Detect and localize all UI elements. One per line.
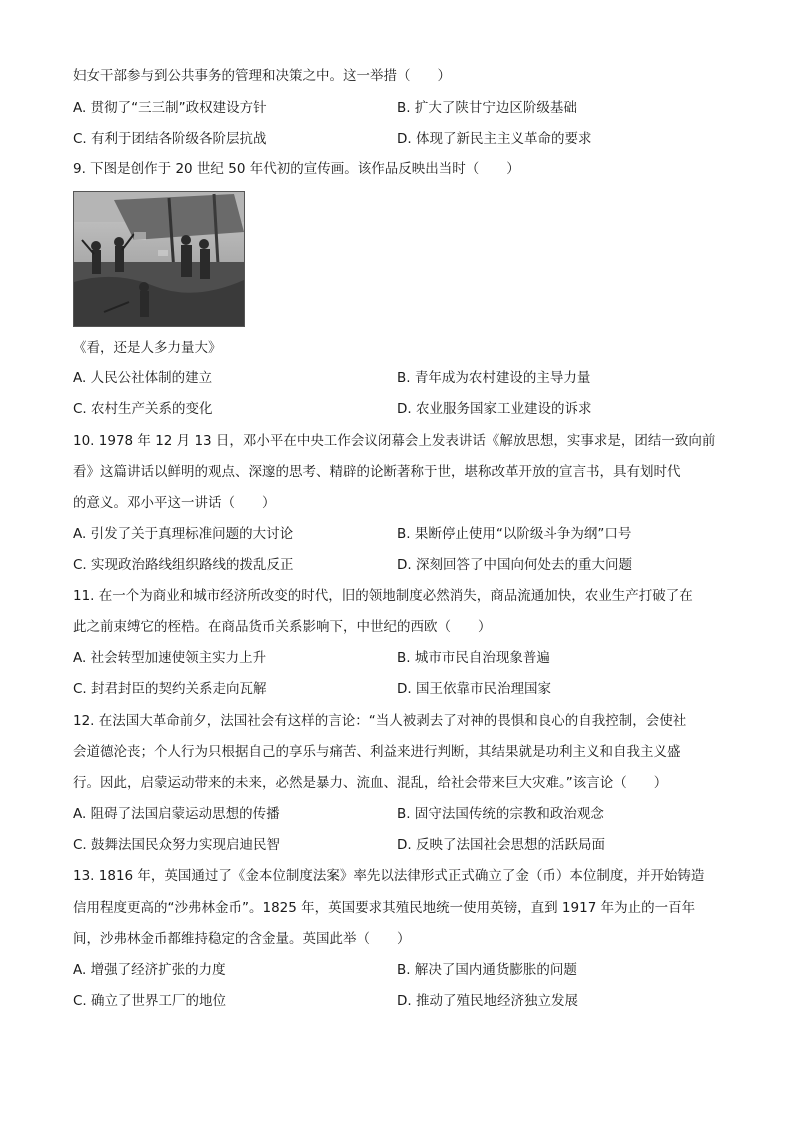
q11-stem-line-1: 11. 在一个为商业和城市经济所改变的时代，旧的领地制度必然消失，商品流通加快，农业生产打破了在 bbox=[73, 588, 693, 604]
q12-stem-line-3: 行。因此，启蒙运动带来的未来，必然是暴力、流血、混乱，给社会带来巨大灾难。”该言论（ ） bbox=[73, 775, 668, 791]
q9-caption: 《看，还是人多力量大》 bbox=[73, 340, 222, 356]
q11-option-b: B. 城市市民自治现象普遍 bbox=[397, 650, 550, 666]
q12-option-b: B. 固守法国传统的宗教和政治观念 bbox=[397, 806, 604, 822]
q9-option-c: C. 农村生产关系的变化 bbox=[73, 401, 213, 417]
q9-option-a: A. 人民公社体制的建立 bbox=[73, 370, 213, 386]
q9-option-d: D. 农业服务国家工业建设的诉求 bbox=[397, 401, 592, 417]
q9-option-b: B. 青年成为农村建设的主导力量 bbox=[397, 370, 591, 386]
q12-stem-line-1: 12. 在法国大革命前夕，法国社会有这样的言论：“当人被剥去了对神的畏惧和良心的自我控制，会使社 bbox=[73, 713, 687, 729]
propaganda-painting-image bbox=[73, 191, 245, 327]
q12-option-c: C. 鼓舞法国民众努力实现启迪民智 bbox=[73, 837, 281, 853]
q11-stem-line-2: 此之前束缚它的桎梏。在商品货币关系影响下，中世纪的西欧（ ） bbox=[73, 619, 492, 635]
q12-option-a: A. 阻碍了法国启蒙运动思想的传播 bbox=[73, 806, 280, 822]
q13-stem-line-1: 13. 1816 年，英国通过了《金本位制度法案》率先以法律形式正式确立了金（币）本位制度，并开始铸造 bbox=[73, 868, 705, 884]
q13-option-a: A. 增强了经济扩张的力度 bbox=[73, 962, 226, 978]
q8-option-a: A. 贯彻了“三三制”政权建设方针 bbox=[73, 100, 267, 116]
q13-option-c: C. 确立了世界工厂的地位 bbox=[73, 993, 227, 1009]
q8-option-c: C. 有利于团结各阶级各阶层抗战 bbox=[73, 131, 267, 147]
q13-option-d: D. 推动了殖民地经济独立发展 bbox=[397, 993, 578, 1009]
q8-option-d: D. 体现了新民主主义革命的要求 bbox=[397, 131, 592, 147]
q10-option-b: B. 果断停止使用“以阶级斗争为纲”口号 bbox=[397, 526, 632, 542]
q11-option-d: D. 国王依靠市民治理国家 bbox=[397, 681, 551, 697]
q8-stem-tail: 妇女干部参与到公共事务的管理和决策之中。这一举措（ ） bbox=[73, 68, 451, 84]
q13-stem-line-3: 间，沙弗林金币都维持稳定的含金量。英国此举（ ） bbox=[73, 931, 411, 947]
q10-option-c: C. 实现政治路线组织路线的拨乱反正 bbox=[73, 557, 294, 573]
q11-option-a: A. 社会转型加速使领主实力上升 bbox=[73, 650, 267, 666]
q12-stem-line-2: 会道德沦丧；个人行为只根据自己的享乐与痛苦、利益来进行判断，其结果就是功利主义和自我主义盛 bbox=[73, 744, 681, 760]
q8-option-b: B. 扩大了陕甘宁边区阶级基础 bbox=[397, 100, 577, 116]
q13-stem-line-2: 信用程度更高的“沙弗林金币”。1825 年，英国要求其殖民地统一使用英镑，直到 1917 年为止的一百年 bbox=[73, 900, 696, 916]
q10-option-d: D. 深刻回答了中国向何处去的重大问题 bbox=[397, 557, 632, 573]
q10-stem-line-1: 10. 1978 年 12 月 13 日，邓小平在中央工作会议闭幕会上发表讲话《解放思想，实事求是，团结一致向前 bbox=[73, 433, 716, 449]
q13-option-b: B. 解决了国内通货膨胀的问题 bbox=[397, 962, 577, 978]
q12-option-d: D. 反映了法国社会思想的活跃局面 bbox=[397, 837, 605, 853]
q10-stem-line-3: 的意义。邓小平这一讲话（ ） bbox=[73, 495, 276, 511]
q9-stem: 9. 下图是创作于 20 世纪 50 年代初的宣传画。该作品反映出当时（ ） bbox=[73, 161, 520, 177]
q10-option-a: A. 引发了关于真理标准问题的大讨论 bbox=[73, 526, 294, 542]
q10-stem-line-2: 看》这篇讲话以鲜明的观点、深邃的思考、精辟的论断著称于世，堪称改革开放的宣言书，具有划时代 bbox=[73, 464, 681, 480]
q11-option-c: C. 封君封臣的契约关系走向瓦解 bbox=[73, 681, 267, 697]
